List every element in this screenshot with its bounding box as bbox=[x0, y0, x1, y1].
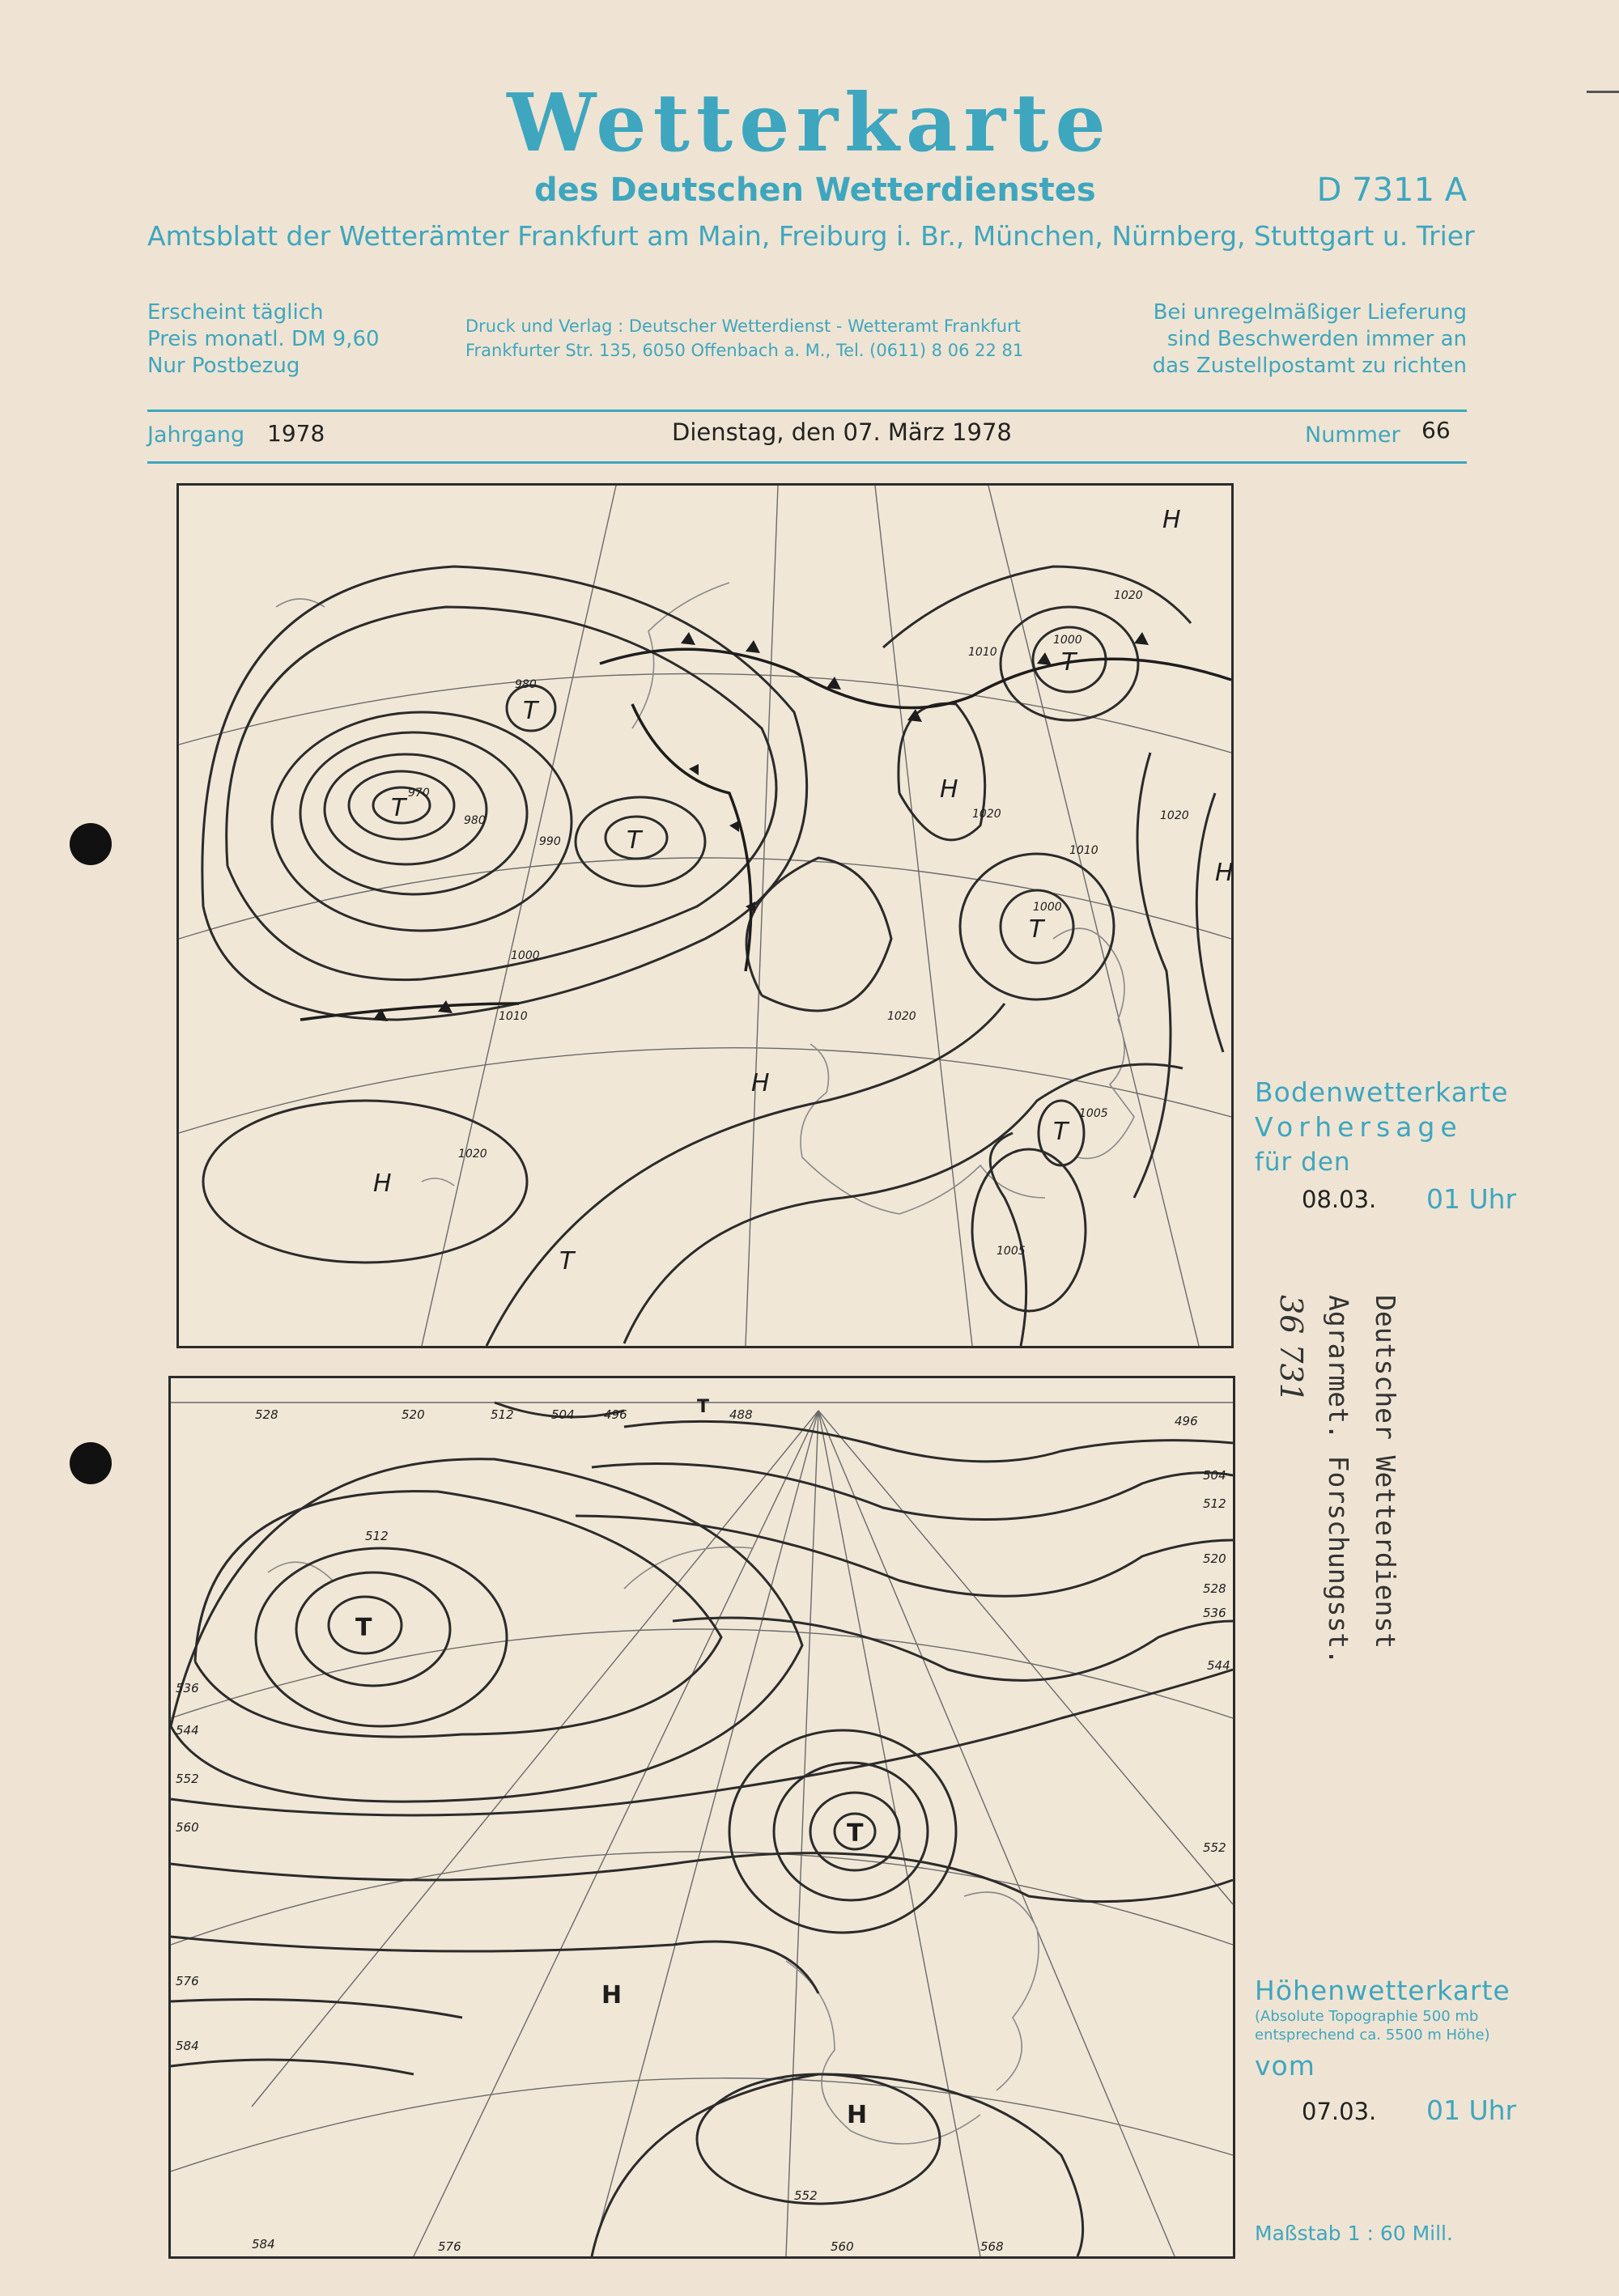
low-center-label: T bbox=[697, 1397, 710, 1417]
masthead-subtitle: des Deutschen Wetterdienstes bbox=[534, 172, 1096, 209]
height-contour-label: 552 bbox=[1203, 1840, 1226, 1855]
height-contour-label: 584 bbox=[252, 2237, 275, 2251]
isobar-label: 1000 bbox=[1033, 901, 1062, 914]
isobar-label: 1000 bbox=[511, 949, 540, 962]
height-contour-label: 512 bbox=[491, 1407, 514, 1422]
height-contour-label: 520 bbox=[402, 1407, 425, 1422]
height-contour-label: 552 bbox=[794, 2188, 818, 2203]
delivery-line: das Zustellpostamt zu richten bbox=[1152, 354, 1467, 378]
isobar-label: 1020 bbox=[972, 808, 1001, 821]
height-contour-label: 552 bbox=[176, 1772, 199, 1786]
issue-date: Dienstag, den 07. März 1978 bbox=[672, 418, 1012, 446]
issue-number: 66 bbox=[1421, 417, 1451, 443]
isobar-label: 1005 bbox=[1079, 1107, 1108, 1120]
header-rule-bottom bbox=[147, 461, 1467, 464]
isobar-label: 1020 bbox=[458, 1148, 487, 1161]
publisher-line: Frankfurter Str. 135, 6050 Offenbach a. M., Tel. (0611) 8 06 22 81 bbox=[465, 341, 1024, 360]
header-rule-top bbox=[147, 410, 1467, 412]
upper-air-map bbox=[168, 1376, 1235, 2259]
height-contour-label: 528 bbox=[1203, 1581, 1226, 1596]
isobar-label: 980 bbox=[515, 678, 537, 691]
publisher-info bbox=[465, 314, 1023, 363]
map-scale: Maßstab 1 : 60 Mill. bbox=[1255, 2222, 1453, 2245]
high-pressure-label: H bbox=[1162, 506, 1181, 534]
punch-hole bbox=[70, 823, 112, 865]
low-center-label: T bbox=[847, 1819, 864, 1848]
low-pressure-label: T bbox=[559, 1247, 575, 1275]
subscription-info bbox=[147, 299, 380, 380]
height-contour-label: 576 bbox=[438, 2239, 461, 2254]
high-pressure-label: H bbox=[940, 775, 958, 804]
height-contour-label: 528 bbox=[255, 1407, 278, 1422]
height-contour-label: 544 bbox=[1207, 1658, 1230, 1673]
height-contour-label: 584 bbox=[176, 2039, 199, 2053]
isobar-label: 1005 bbox=[996, 1245, 1026, 1258]
height-contour-label: 560 bbox=[831, 2239, 854, 2254]
high-pressure-label: H bbox=[751, 1069, 770, 1097]
surface-map-time: 01 Uhr bbox=[1426, 1183, 1517, 1215]
isobar-label: 1010 bbox=[1069, 844, 1098, 857]
isobar-label: 1000 bbox=[1053, 634, 1082, 647]
publisher-line: Druck und Verlag : Deutscher Wetterdienst - Wetteramt Frankfurt bbox=[465, 316, 1021, 336]
edge-mark bbox=[1587, 91, 1619, 93]
isobar-label: 1020 bbox=[1160, 809, 1189, 822]
surface-map-drawing bbox=[179, 486, 1234, 1346]
height-contour-label: 512 bbox=[365, 1529, 389, 1543]
stamp-line: Agrarmet. Forschungsst. bbox=[1323, 1295, 1354, 1665]
upper-map-time: 01 Uhr bbox=[1426, 2094, 1517, 2126]
low-pressure-label: T bbox=[627, 826, 642, 855]
isobar-label: 1020 bbox=[1114, 589, 1143, 602]
height-contour-label: 488 bbox=[729, 1407, 753, 1422]
low-center-label: T bbox=[355, 1614, 372, 1642]
isobar-label: 980 bbox=[464, 814, 486, 827]
low-pressure-label: T bbox=[1061, 648, 1077, 677]
upper-map-note: (Absolute Topographie 500 mb bbox=[1255, 2008, 1479, 2025]
high-center-label: H bbox=[601, 1981, 623, 2010]
high-pressure-label: H bbox=[1215, 859, 1234, 887]
delivery-line: sind Beschwerden immer an bbox=[1166, 327, 1467, 351]
stamp-line: Deutscher Wetterdienst bbox=[1370, 1295, 1401, 1649]
subscription-line: Nur Postbezug bbox=[147, 354, 300, 378]
low-pressure-label: T bbox=[1029, 915, 1044, 944]
height-contour-label: 496 bbox=[1175, 1414, 1198, 1428]
low-pressure-label: T bbox=[391, 794, 406, 822]
height-contour-label: 496 bbox=[604, 1407, 627, 1422]
height-contour-label: 576 bbox=[176, 1974, 199, 1988]
surface-map-subtitle: Vorhersage bbox=[1255, 1111, 1463, 1143]
isobar-label: 1020 bbox=[887, 1010, 916, 1023]
surface-weather-map bbox=[176, 483, 1234, 1348]
subscription-line: Erscheint täglich bbox=[147, 300, 324, 325]
delivery-notice bbox=[1153, 299, 1467, 380]
height-contour-label: 504 bbox=[551, 1407, 575, 1422]
library-stamp bbox=[1268, 1295, 1409, 1665]
isobar-label: 1010 bbox=[499, 1010, 528, 1023]
height-contour-label: 560 bbox=[176, 1820, 199, 1835]
masthead-title: Wetterkarte bbox=[507, 77, 1112, 170]
low-pressure-label: T bbox=[1053, 1118, 1069, 1146]
surface-map-for-label: für den bbox=[1255, 1148, 1351, 1177]
height-contour-label: 544 bbox=[176, 1723, 199, 1738]
punch-hole bbox=[70, 1442, 112, 1484]
high-pressure-label: H bbox=[373, 1169, 392, 1198]
height-contour-label: 512 bbox=[1203, 1496, 1226, 1511]
surface-map-date: 08.03. bbox=[1302, 1186, 1377, 1213]
surface-map-title: Bodenwetterkarte bbox=[1255, 1076, 1509, 1108]
subscription-line: Preis monatl. DM 9,60 bbox=[147, 327, 380, 351]
height-contour-label: 536 bbox=[176, 1681, 199, 1695]
upper-map-date: 07.03. bbox=[1302, 2098, 1377, 2125]
upper-map-title: Höhenwetterkarte bbox=[1255, 1975, 1511, 2006]
upper-map-from-label: vom bbox=[1255, 2050, 1315, 2082]
year-label: Jahrgang bbox=[147, 422, 245, 448]
stamp-handwritten-note: 36 731 bbox=[1273, 1295, 1309, 1403]
high-center-label: H bbox=[847, 2101, 868, 2129]
official-gazette-line: Amtsblatt der Wetterämter Frankfurt am Main, Freiburg i. Br., München, Nürnberg, Stuttgart u. Trier bbox=[147, 220, 1475, 252]
low-pressure-label: T bbox=[523, 697, 538, 725]
upper-air-map-drawing bbox=[171, 1378, 1233, 2256]
delivery-line: Bei unregelmäßiger Lieferung bbox=[1153, 300, 1467, 325]
height-contour-label: 504 bbox=[1203, 1468, 1226, 1483]
publication-code: D 7311 A bbox=[1316, 172, 1467, 209]
number-label: Nummer bbox=[1305, 422, 1400, 448]
upper-map-note: entsprechend ca. 5500 m Höhe) bbox=[1255, 2027, 1490, 2043]
isobar-label: 990 bbox=[539, 835, 561, 848]
year-value: 1978 bbox=[267, 420, 325, 447]
height-contour-label: 520 bbox=[1203, 1551, 1226, 1566]
isobar-label: 1010 bbox=[968, 646, 997, 659]
isobar-label: 970 bbox=[408, 787, 430, 800]
height-contour-label: 568 bbox=[980, 2239, 1004, 2254]
height-contour-label: 536 bbox=[1203, 1606, 1226, 1620]
